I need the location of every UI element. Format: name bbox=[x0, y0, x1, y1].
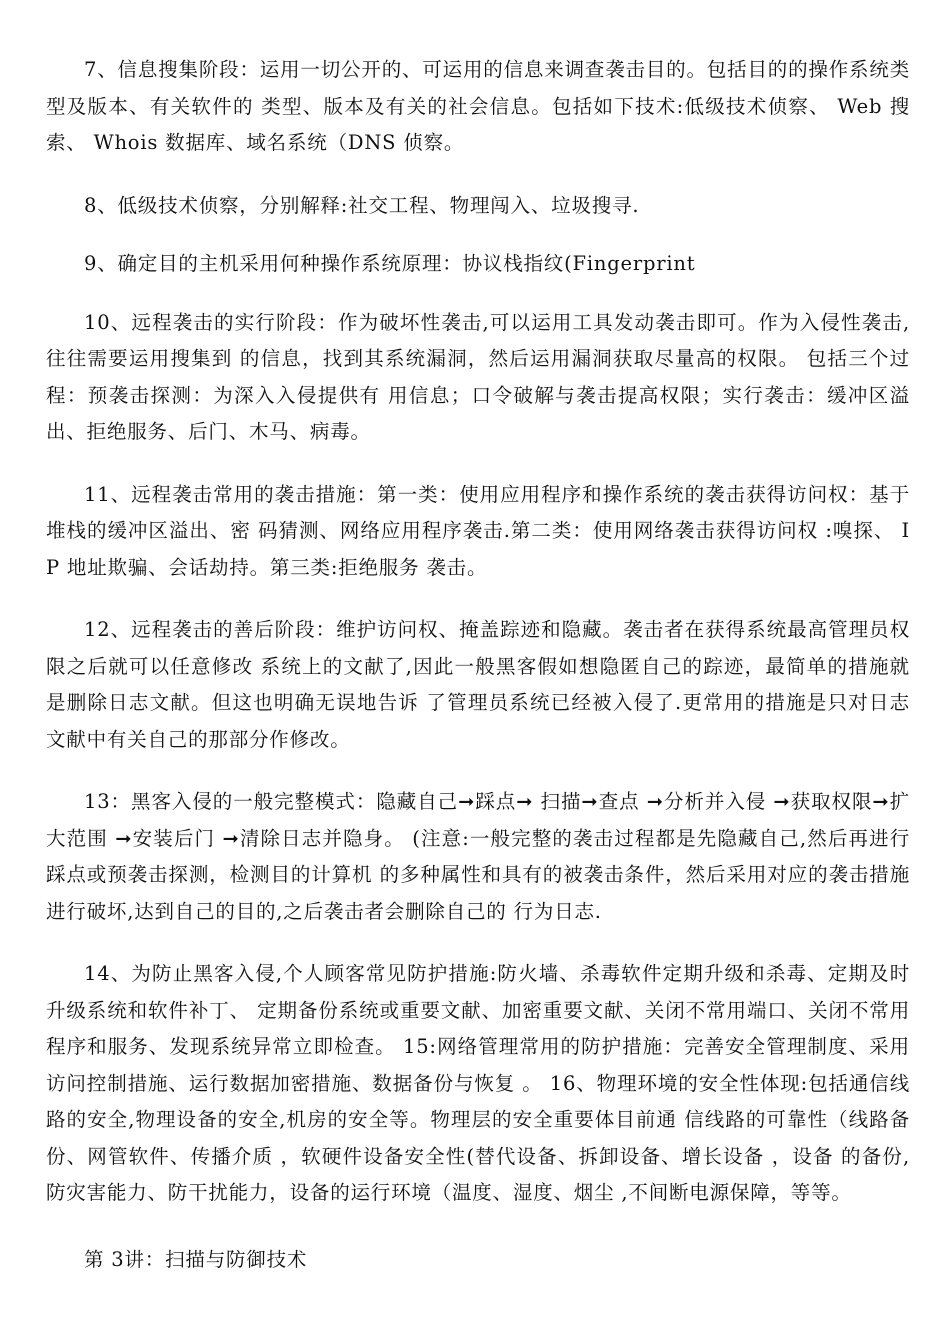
paragraph-9-os-fingerprint: 9、确定目的主机采用何种操作系统原理：协议栈指纹(Fingerprint bbox=[84, 252, 696, 275]
paragraph-11-attack-methods: 11、远程袭击常用的袭击措施：第一类：使用应用程序和操作系统的袭击获得访问权：基于堆栈的缓冲区溢出、密 码猜测、网络应用程序袭击.第二类：使用网络袭击获得访问权 :嗅探、 IP 地址欺骗、会话劫持。第三类:拒绝服务 袭击。 bbox=[46, 482, 910, 579]
paragraph-14-defense-measures: 14、为防止黑客入侵,个人顾客常见防护措施:防火墙、杀毒软件定期升级和杀毒、定期及时升级系统和软件补丁、 定期备份系统或重要文献、加密重要文献、关闭不常用端口、关闭不常用程序和服务、发现系统异常立即检查。 15:网络管理常用的防护措施：完善安全管理制度、采用访问控制措施、运行数据加密措施、数据备份与恢复 。 16、物理环境的安全性体现:包括通信线路的安全,物理设备的安全,机房的安全等。物理层的安全重要体目前通 信线路的可靠性（线路备份、网管软件、传播介质 ，软硬件设备安全性(替代设备、拆卸设备、增长设备 ，设备 的备份,防灾害能力、防干扰能力，设备的运行环境（温度、湿度、烟尘 ,不间断电源保障，等等。 bbox=[46, 962, 910, 1204]
paragraph-12-aftermath-phase: 12、远程袭击的善后阶段：维护访问权、掩盖踪迹和隐藏。袭击者在获得系统最高管理员权限之后就可以任意修改 系统上的文献了,因此一般黑客假如想隐匿自己的踪迹，最简单的措施就是删除日志文献。但这也明确无误地告诉 了管理员系统已经被入侵了.更常用的措施是只对日志文献中有关自己的那部分作修改。 bbox=[46, 618, 910, 751]
paragraph-7-info-gathering: 7、信息搜集阶段：运用一切公开的、可运用的信息来调查袭击目的。包括目的的操作系统类型及版本、有关软件的 类型、版本及有关的社会信息。包括如下技术:低级技术侦察、 Web 搜索、 Whois 数据库、域名系统（DNS 侦察。 bbox=[46, 58, 910, 154]
paragraph-10-attack-phase: 10、远程袭击的实行阶段：作为破坏性袭击,可以运用工具发动袭击即可。作为入侵性袭击,往往需要运用搜集到 的信息，找到其系统漏洞，然后运用漏洞获取尽量高的权限。 包括三个过程：预袭击探测：为深入入侵提供有 用信息；口令破解与袭击提高权限；实行袭击：缓冲区溢出、拒绝服务、后门、木马、病毒。 bbox=[46, 310, 910, 443]
paragraph-8-low-tech-recon: 8、低级技术侦察，分别解释:社交工程、物理闯入、垃圾搜寻. bbox=[84, 193, 640, 217]
section-heading: 第 3讲：扫描与防御技术 bbox=[84, 1247, 308, 1271]
paragraph-13-intrusion-model: 13：黑客入侵的一般完整模式：隐藏自己➞踩点➞ 扫描➞查点 ➞分析并入侵 ➞获取权限➞扩大范围 ➞安装后门 ➞清除日志并隐身。 (注意:一般完整的袭击过程都是先隐藏自己,然后再进行踩点或预袭击探测，检测目的计算机 的多种属性和具有的被袭击条件，然后采用对应的袭击措施进行破坏,达到自己的目的,之后袭击者会删除自己的 行为日志. bbox=[46, 790, 910, 923]
